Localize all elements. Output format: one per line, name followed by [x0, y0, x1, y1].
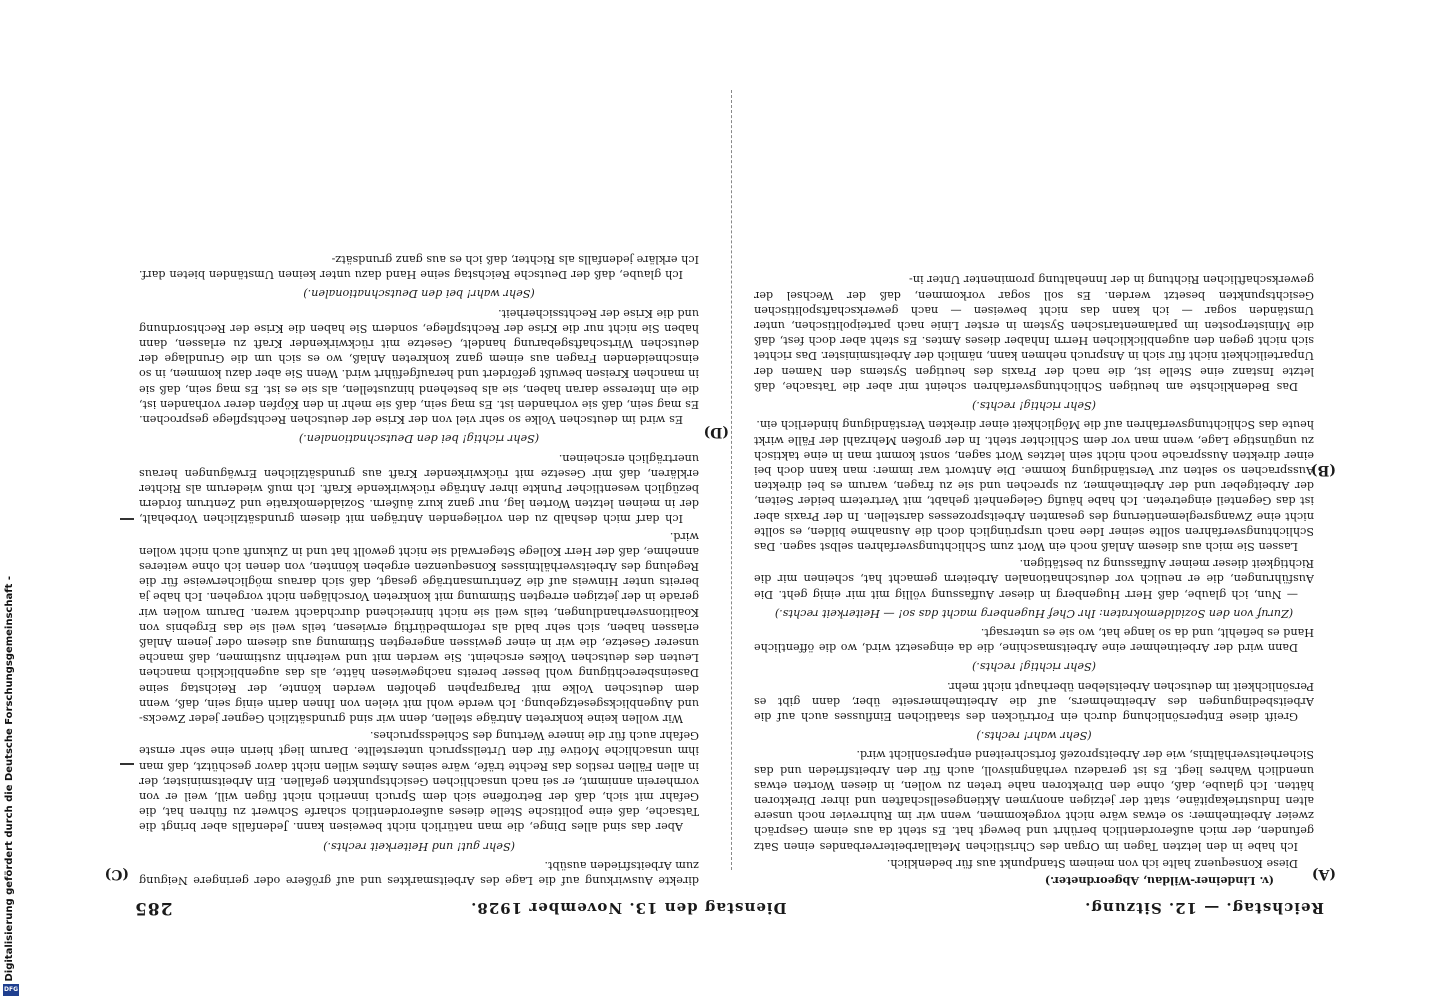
interjection: (Sehr wahr! rechts.): [976, 729, 1092, 743]
paragraph: Aber das sind alles Dinge, die man natürlich nicht beweisen kann. Jedenfalls aber bringt die Tatsache, daß eine politische Stelle dieses außerordentlich scharfe Schwert zu führen hat, die Gefahr mit sich, daß der Betroffene sich dem Spruch innerlich nicht fügen will, weil er von vornherein annimmt, er sei nach unsachlichen Gesichtspunkten gefallen. Ein Arbeitsminister, der in allen Fällen restlos das Rechte träfe, wäre seines Amtes willen nicht davor geschützt, daß man ihm unsachliche Motive für den Urteilsspruch unterstellte. Darum liegt hierin eine sehr ernste Gefahr auch für die innere Wertung des Schiedsspruches.: [139, 729, 699, 834]
interjection: (Zuruf von den Sozialdemokraten: Ihr Chef Hugenberg macht das so! — Heiterkeit rechts.): [774, 606, 1294, 620]
column-left: [754, 83, 1314, 888]
margin-letter-c: (C): [104, 866, 129, 882]
paragraph: Lassen Sie mich aus diesem Anlaß noch ein Wort zum Schlichtungsverfahren selbst sagen. Das Schlichtungsverfahren sollte seiner Idee nach ursprünglich doch die Ausnahme bilden, es sollte nicht eine Zwangsreglementierung des gesamten Arbeitsprozesses darstellen. In der Praxis aber ist das Gegenteil eingetreten. Ich habe häufig Gelegenheit gehabt, mit Vertretern beider Seiten, der Arbeitgeber und der Arbeitnehmer, zu sprechen und sie zu fragen, warum es bei direkten Aussprachen so selten zur Verständigung komme. Die Antwort war immer: man kann doch bei einer direkten Aussprache noch nicht sein letztes Wort sagen, sonst kommt man in eine taktisch zu ungünstige Lage, wenn man vor dem Schlichter steht. In der großen Mehrzahl der Fälle wirkt heute das Schlichtungsverfahren auf die Möglichkeit einer direkten Verständigung hinderlich ein.: [754, 418, 1314, 553]
page-header: [134, 896, 1324, 920]
paragraph: Diese Konsequenz halte ich von meinem Standpunkt aus für bedenklich.: [886, 856, 1298, 870]
paragraph: Wir wollen keine konkreten Anträge stellen, denn wir sind grundsätzlich Gegner jeder Zwecks- und Augenblicksgesetzgebung. Ich werde wohl mit vielen von Ihnen darin einig sein, daß, wenn dem deutschen Volke mit Paragraphen geholfen werden könnte, der Reichstag seine Daseinsberechtigung wohl besser bereits nachgewiesen hätte, als das augenblicklich manchen Leuten des deutschen Volkes erscheint. Sie werden mit und weiterhin zustimmen, daß manche unserer Gesetze, die wir in einer gewissen angeregten Stimmung aus diesem oder jenem Anlaß erlassen haben, sich sehr bald als reformbedürftig erwiesen, teils weil sie das Ergebnis von Koalitionsverhandlungen, teils weil sie nicht hinreichend durchdacht waren. Darum wollen wir gerade in der jetzigen erregten Stimmung mit konkreten Vorschlägen nicht vorgehen. Ich habe ja bereits unter Hinweis auf die Zentrumsanträge gesagt, daß sich daraus möglicherweise für die Regelung des Arbeitsverhältnisses Konsequenzen ergeben könnten, von denen ich ohne weiteres annehme, daß der Herr Kollege Stegerwald sie nicht gewollt hat und in Zukunft auch nicht wollen wird.: [139, 529, 699, 725]
paragraph: — Nun, ich glaube, daß Herr Hugenberg in dieser Auffassung völlig mit mir einig geht. Die Ausführungen, die er neulich vor deutschnationalen Arbeitern gemacht hat, scheinen mir die Richtigkeit dieser meiner Auffassung zu bestätigen.: [754, 557, 1314, 601]
paragraph: Ich habe in den letzten Tagen im Organ des Christlichen Metallarbeiterverbandes einen Satz gefunden, der mich außerordentlich berührt und bewegt hat. Es steht da aus einem Gespräch zweier Arbeitnehmer: so etwas wäre nicht vorgekommen, wenn wir im Ruhrrevier noch unsere alten Industriekapitäne, statt der jetzigen anonymen Aktiengesellschaften und ihrer Direktoren hätten. Ich glaube, daß, ohne den Direktoren nahe treten zu wollen, in diesen Worten etwas unendlich Wahres liegt. Es ist geradezu verhängnisvoll, auch für den Arbeitsfrieden und das Sicherheitsverhältnis, wie der Arbeitsprozeß fortschreitend entpersönlicht wird.: [754, 748, 1314, 853]
interjection: (Sehr richtig! rechts.): [971, 399, 1097, 413]
digitization-footer: [0, 0, 26, 1000]
margin-letter-d: (D): [703, 424, 729, 440]
page-number: 285: [134, 898, 173, 918]
paragraph: direkte Auswirkung auf die Lage des Arbeitsmarktes und auf größere oder geringere Neigung zum Arbeitsfrieden ausübt.: [139, 858, 699, 887]
margin-tick: [120, 518, 134, 520]
paragraph: Ich darf mich deshalb zu den vorliegenden Anträgen mit diesem grundsätzlichen Vorbehalt, der in meinen letzten Worten lag, nur ganz kurz äußern. Sozialdemokratie und Zentrum fordern bezüglich wesentlicher Punkte ihrer Anträge rückwirkende Kraft. Ich muß wiederum als Richter erklären, daß mir Gesetze mit rückwirkender Kraft aus grundsätzlichen Erwägungen heraus unerträglich erscheinen.: [139, 451, 699, 526]
paragraph: Ich glaube, daß der Deutsche Reichstag seine Hand dazu unter keinen Umständen bieten darf. Ich erkläre jedenfalls als Richter, daß ich es aus ganz grundsätz-: [139, 253, 699, 282]
paragraph: Greift diese Entpersönlichung durch ein Fortrücken des staatlichen Einflusses auch auf die Arbeitsbedingungen des Arbeitnehmers, auf die Arbeitnehmerseite über, dann gibt es Persönlichkeit im deutschen Arbeitsleben überhaupt nicht mehr.: [754, 679, 1314, 723]
interjection: (Sehr wahr! bei den Deutschnationalen.): [303, 287, 535, 301]
paragraph: Dann wird der Arbeitnehmer eine Arbeitsmaschine, die da eingesetzt wird, wo die öffentliche Hand es befiehlt, und da so lange hat, wo sie es untersagt.: [754, 625, 1314, 655]
margin-tick: [120, 763, 134, 765]
column-right: [139, 83, 699, 888]
interjection: (Sehr richtig! bei den Deutschnationalen.): [298, 432, 540, 446]
header-center: Dienstag den 13. November 1928.: [470, 899, 787, 917]
column-divider: [730, 90, 732, 870]
margin-letter-a: (A): [1311, 866, 1336, 882]
dfg-logo-icon: DFG: [3, 984, 19, 996]
paragraph: Das Bedenklichste am heutigen Schlichtungsverfahren scheint mir aber die Tatsache, daß letzte Instanz eine Stelle ist, die nach der Praxis des heutigen Systems den Namen der Unparteilichkeit nicht für sich in Anspruch nehmen kann, nämlich der Arbeitsminister. Das richtet sich nicht gegen den augenblicklichen Herrn Inhaber dieses Amtes. Es steht aber doch fest, daß die Ministerposten im parlamentarischen System in erster Linie nach parteipolitischen, unter Umständen sogar — ich kann das nicht beweisen — nach gewerkschaftspolitischen Gesichtspunkten besetzt werden. Es soll sogar vorkommen, daß der Wechsel der gewerkschaftlichen Richtung in der Innehaltung prominenter Unter in-: [754, 273, 1314, 393]
paragraph: Es wird im deutschen Volke so sehr viel von der Krise der deutschen Rechtspflege gesprochen. Es mag sein, daß sie vorhanden ist. Es mag sein, daß sie mehr in den Köpfen derer vorhanden ist, die ein Interesse daran haben, sie als bestehend hinzustellen, als sie es ist. Es mag sein, daß sie in manchen Kreisen bewußt gefördert und heraufgeführt wird. Wenn Sie aber dazu kommen, in so einschneidenden Fragen aus einem ganz konkreten Anlaß, wo es sich um die Grundlage der deutschen Wirtschaftsgebarung handelt, Gesetze mit rückwirkender Kraft zu erlassen, dann haben Sie nicht nur die Krise der Rechtspflege, sondern Sie haben die Krise der Rechtsordnung und die Krise der Rechtssicherheit.: [139, 306, 699, 427]
interjection: (Sehr gut! und Heiterkeit rechts.): [323, 839, 515, 853]
paragraph: (v. Lindeiner-Wildau, Abgeordneter.): [1044, 874, 1274, 888]
interjection: (Sehr richtig! rechts.): [971, 660, 1097, 674]
funding-notice: Digitalisierung gefördert durch die Deutsche Forschungsgemeinschaft -: [4, 576, 15, 982]
header-left: Reichstag. — 12. Sitzung.: [1084, 899, 1324, 917]
margin-letter-b: (B): [1310, 462, 1336, 478]
